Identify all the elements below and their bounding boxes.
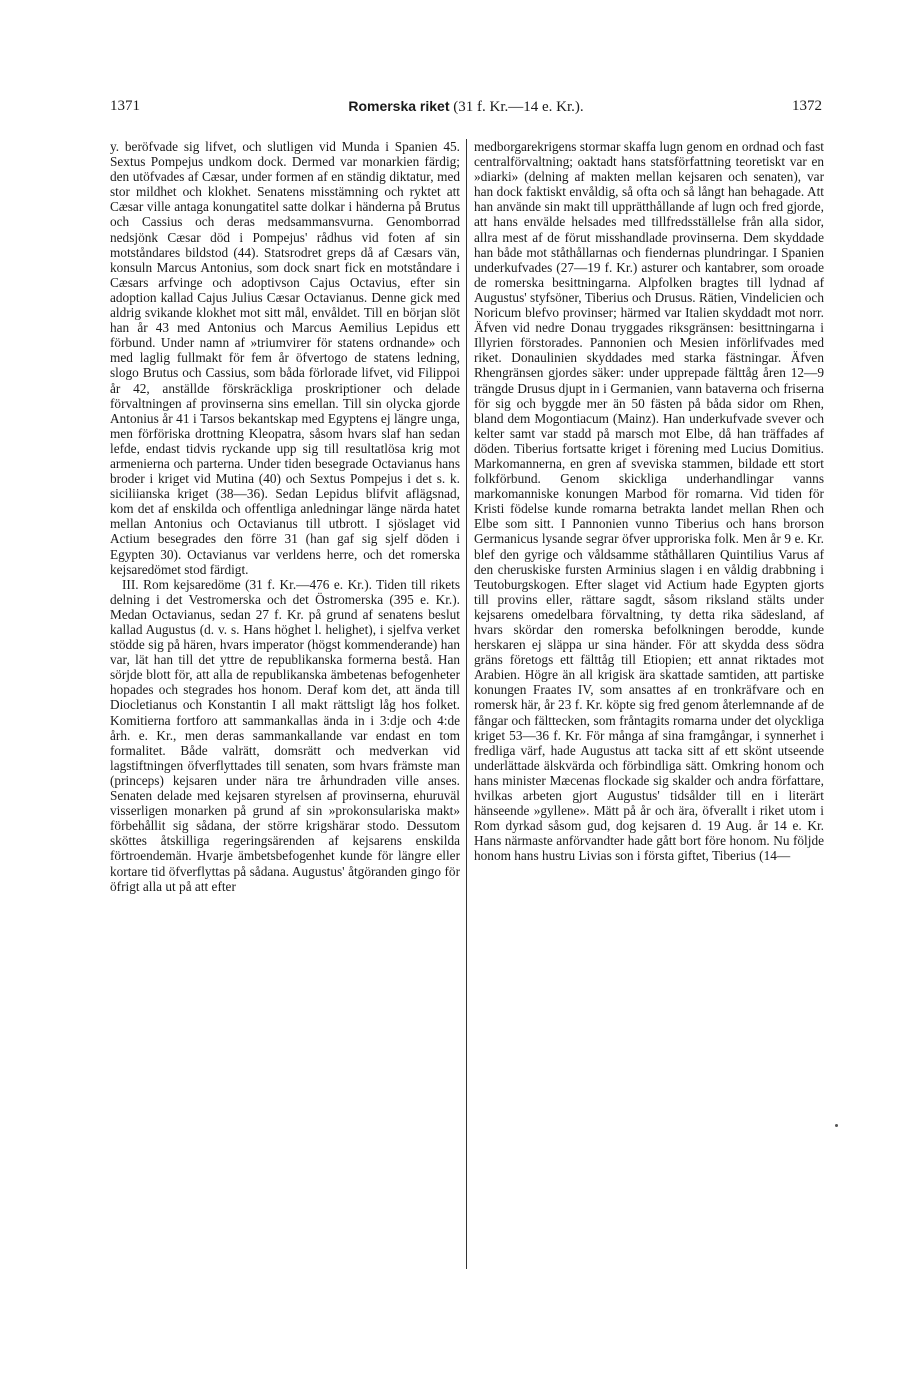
left-column — [110, 139, 460, 894]
margin-mark — [835, 1124, 838, 1127]
right-paragraph-1: medborgarekrigens stormar skaffa lugn genom en ordnad och fast centralförvaltning; oaktadt hans statsförfattning teoretiskt var en »diarki» (delning af makten mellan kejsaren och senaten), var han dock faktiskt envåldig, så ofta och så långt han behagade. Att han använde sin makt till upprätthållande af lugn och fred gjorde, att hans envälde helsades med tillfredsställelse från alla sidor, allra mest af de förut misshandlade provinserna. Dem skyddade han både mot ståthållarnas och fiendernas plundringar. I Spanien underkufvades (27—19 f. Kr.) asturer och kantabrer, som oroade de romerska besittningarna. Alpfolken bragtes till lydnad af Augustus' styfsöner, Tiberius och Drusus. Rätien, Vindelicien och Noricum blefvo provinser; härmed var Italien skyddadt mot norr. Äfven vid nedre Donau tryggades riksgränsen: besittningarna i Illyrien förstorades. Pannonien och Mesien införlifvades med riket. Donaulinien skyddades med starka fästningar. Äfven Rhengränsen gjordes säker: under upprepade fälttåg åren 12—9 trängde Drusus djupt in i Germanien, vann bataverna och friserna för sig och byggde mer än 50 fästen på båda sidor om Rhen, bland dem Mogontiacum (Mainz). Han underkufvade svever och kelter samt var stadd på marsch mot Elbe, då han träffades af döden. Tiberius fortsatte kriget i förening med Lucius Domitius. Markomannerna, en gren af sveviska stammen, bildade ett stort folkförbund. Genom skickliga underhandlingar vanns markomanniske konungen Marbod för romarna. Vid tiden för Kristi födelse kunde romarna betrakta landet mellan Rhen och Elbe som sitt. I Pannonien vunno Tiberius och hans brorson Germanicus lysande segrar öfver upproriska folk. Men år 9 e. Kr. blef den gyrige och våldsamme ståthållaren Quintilius Varus af den cheruskiske fursten Arminius slagen i en våldig drabbning i Teutoburgskogen. Efter slaget vid Actium hade Egypten gjorts till provins eller, rättare sagdt, såsom riksland stälts under kejsarens omedelbara förvaltning, ty detta rika sädesland, af hvars skördar den romerska befolkningen berodde, kunde herskaren ej släppa ur sina händer. För att skydda dess södra gräns företogs ett fälttåg till Etiopien; ett annat riktades mot Arabien. Högre än all krigisk ära skattade samtiden, att partiske konungen Fraates IV, som ansattes af en tronkräfvare och en romersk här, år 23 f. Kr. köpte sig fred genom återlemnande af de fångar och fälttecken, som fråntagits romarna under det olyckliga kriget 53—36 f. Kr. För många af sina framgångar, i synnerhet i fredliga värf, hade Augustus att tacka sitt af ett skönt utseende underlättade älskvärda och förbindliga sätt. Omkring honom och hans minister Mæcenas flockade sig skalder och andra författare, hvilkas arbeten gjort Augustus' tidsålder till en i literärt hänseende »gyllene». Mätt på år och ära, öfverallt i riket utom i Rom dyrkad såsom gud, dog kejsaren d. 19 Aug. år 14 e. Kr. Hans närmaste anförvandter hade gått bort före honom. Nu följde honom hans hustru Livias son i första giftet, Tiberius (14— — [474, 139, 824, 864]
left-paragraph-2: III. Rom kejsaredöme (31 f. Kr.—476 e. Kr.). Tiden till rikets delning i det Vestromerska och det Östromerska (395 e. Kr.). Medan Octavianus, sedan 27 f. Kr. på grund af senatens beslut kallad Augustus (d. v. s. Hans höghet l. helighet), i sjelfva verket stödde sig på hären, hvars imperator (högst kommenderande) han var, lät han till det yttre de republikanska formerna bestå. Han sörjde blott för, att alla de republikanska ämbetenas befogenheter hopades och stegrades hos honom. Deraf kom det, att ända till Diocletianus och Konstantin I all makt rättsligt låg hos folket. Komitierna fortforo att sammankallas ända in i 3:dje och 4:de årh. e. Kr., men deras sammankallande var endast en tom formalitet. Både valrätt, domsrätt och medverkan vid lagstiftningen öfverflyttades till senaten, som hvars främste man (princeps) kejsaren under nära tre århundraden ville anses. Senaten delade med kejsaren styrelsen af provinserna, ehuruväl visserligen monarken på grund af sin »prokonsulariska makt» förbehållit sig sådana, der större krigshärar stodo. Dessutom sköttes åtskilliga regeringsärenden af kejsarens enskilda förtroendemän. Hvarje ämbetsbefogenhet kunde för längre eller kortare tid öfverflyttas på sådana. Augustus' åtgöranden gingo för öfrigt alla ut på att efter — [110, 576, 460, 894]
page-number-left: 1371 — [110, 98, 140, 114]
running-header — [110, 98, 822, 120]
column-divider — [466, 139, 467, 1269]
running-title — [110, 98, 822, 116]
left-paragraph-1: y. beröfvade sig lifvet, och slutligen vid Munda i Spanien 45. Sextus Pompejus undkom dock. Dermed var monarkien färdig; den utöfvades af Cæsar, under formen af en ständig diktatur, med stor mildhet och klokhet. Senatens misstämning och ryktet att Cæsar ville antaga konungatitel satte dolkar i händerna på Brutus och Cassius och deras medsammansvurna. Genomborrad nedsjönk Cæsar död i Pompejus' rådhus vid foten af sin motståndares bildstod (44). Statsrodret greps då af Cæsars vän, konsuln Marcus Antonius, som dock snart fick en motståndare i Cæsars arfvinge och adoptivson Cajus Octavius, efter sin adoption kallad Cajus Julius Cæsar Octavianus. Denne gick med aldrig svikande klokhet mot sitt mål, envåldet. Till en början slöt han år 43 med Antonius och Marcus Aemilius Lepidus ett förbund. Under namn af »triumvirer för statens ordnande» och med laglig fullmakt för fem år öfvertogo de statens ledning, slogo Brutus och Cassius, som båda förlorade lifvet, vid Filippoi år 42, anställde förskräckliga proskriptioner och delade förvaltningen af provinserna sins emellan. Till sin olycka gjorde Antonius år 41 i Tarsos bekantskap med Egyptens ej längre unga, men förföriska drottning Kleopatra, såsom hvars slaf han sedan lefde, endast tidvis ryckande upp sig till resultatlösa krig mot armenierna och parterna. Under tiden besegrade Octavianus hans broder i kriget vid Mutina (40) och Sextus Pompejus i det s. k. siciliianska kriget (38—36). Sedan Lepidus blifvit aflägsnad, kom det af enskilda och offentliga anledningar länge närda hatet mellan Antonius och Octavianus till utbrott. I sjöslaget vid Actium besegrades den förre 31 (han gaf sig sjelf döden i Egypten 30). Octavianus var verldens herre, och det romerska kejsaredömet stod färdigt. — [110, 139, 460, 577]
running-title-bold: Romerska riket — [348, 98, 450, 114]
running-title-dates: (31 f. Kr.—14 e. Kr.). — [449, 99, 584, 115]
page-number-right: 1372 — [792, 98, 822, 114]
right-column — [474, 139, 824, 864]
